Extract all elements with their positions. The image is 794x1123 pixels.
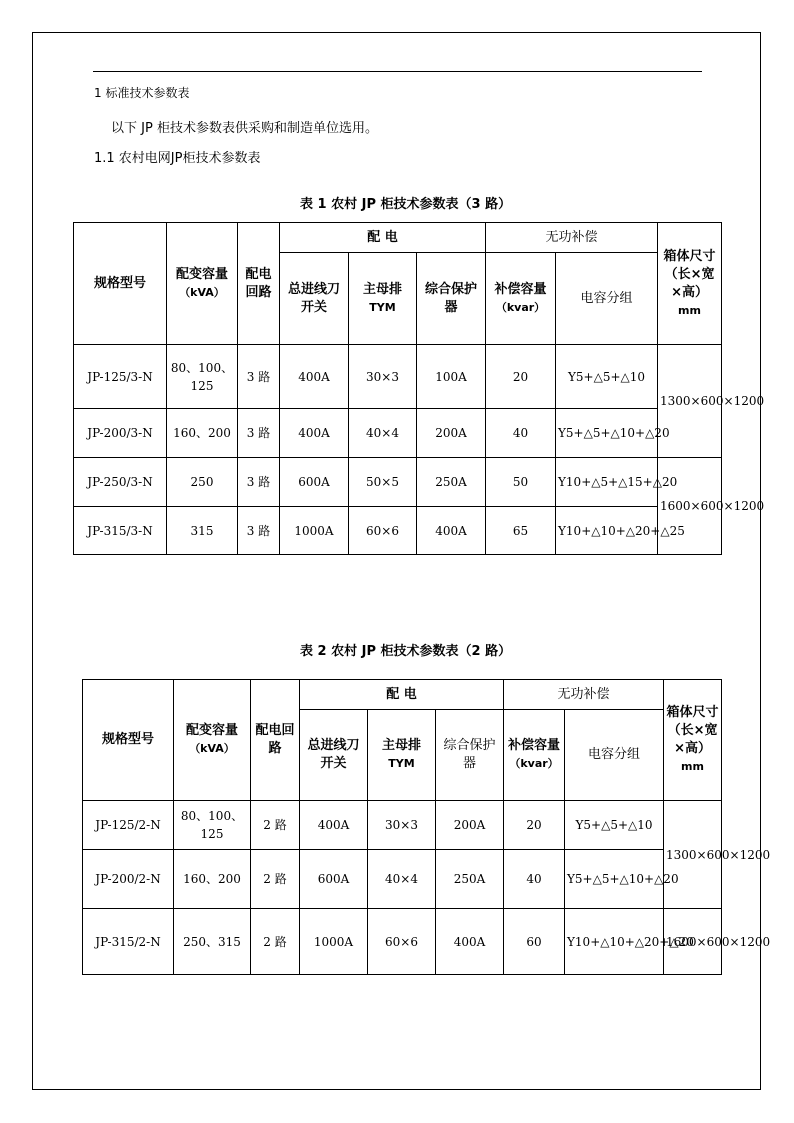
t1-r3-main-switch: 1000A (280, 507, 349, 555)
t1-r1-main-switch: 400A (280, 409, 349, 458)
table-row (74, 507, 722, 555)
t1-r2-busbar: 50×5 (349, 458, 417, 507)
t2-r1-protector: 250A (436, 850, 504, 909)
table-row (83, 909, 722, 975)
t1-r0-model: JP-125/3-N (74, 345, 167, 409)
header-rule (93, 71, 702, 72)
t1-header-comp-capacity (486, 253, 556, 345)
t1-header-comp-capacity-unit: （kvar） (495, 300, 546, 314)
t2-header-comp-capacity-label: 补偿容量 (507, 738, 560, 753)
t2-header-capacity-unit: （kVA） (189, 742, 235, 755)
t1-header-protector: 综合保护器 (417, 253, 486, 345)
t1-r1-group: Y5+△5+△10+△20 (556, 409, 658, 458)
t1-header-capacitor-group: 电容分组 (556, 253, 658, 345)
t2-r1-capacity: 160、200 (174, 850, 251, 909)
t2-r0-busbar: 30×3 (368, 801, 436, 850)
t2-header-compensation: 无功补偿 (504, 680, 664, 710)
t1-header-distribution: 配 电 (280, 223, 486, 253)
t1-r2-model: JP-250/3-N (74, 458, 167, 507)
t1-r3-circuits: 3 路 (238, 507, 280, 555)
t1-r3-comp: 65 (486, 507, 556, 555)
t1-r1-protector: 200A (417, 409, 486, 458)
table-row (74, 345, 722, 409)
t2-r1-busbar: 40×4 (368, 850, 436, 909)
t1-header-box-size (658, 223, 722, 345)
table-row (83, 801, 722, 850)
t1-header-busbar (349, 253, 417, 345)
t2-r2-busbar: 60×6 (368, 909, 436, 975)
t1-r1-circuits: 3 路 (238, 409, 280, 458)
t2-r1-main-switch: 600A (300, 850, 368, 909)
t2-r1-model: JP-200/2-N (83, 850, 174, 909)
t2-header-box-size (664, 680, 722, 801)
t1-r0-main-switch: 400A (280, 345, 349, 409)
t2-header-capacity-label: 配变容量 (185, 723, 238, 738)
t2-r1-comp: 40 (504, 850, 565, 909)
t1-header-busbar-label: 主母排 (362, 281, 402, 297)
t2-r2-comp: 60 (504, 909, 565, 975)
t1-r0-capacity: 80、100、125 (167, 345, 238, 409)
t2-r0-group: Y5+△5+△10 (565, 801, 664, 850)
t2-header-busbar (368, 710, 436, 801)
t2-r2-circuits: 2 路 (251, 909, 300, 975)
t2-r2-capacity: 250、315 (174, 909, 251, 975)
t2-header-busbar-label: 主母排 (381, 738, 421, 753)
t1-r1-comp: 40 (486, 409, 556, 458)
table-row (83, 850, 722, 909)
t1-r2-circuits: 3 路 (238, 458, 280, 507)
t1-header-capacity (167, 223, 238, 345)
t2-box-size-b: 1600×600×1200 (664, 909, 722, 975)
t1-r0-protector: 100A (417, 345, 486, 409)
intro-paragraph: 以下 JP 柜技术参数表供采购和制造单位选用。 (111, 121, 378, 136)
t1-r0-busbar: 30×3 (349, 345, 417, 409)
t2-r2-protector: 400A (436, 909, 504, 975)
t2-header-protector: 综合保护器 (436, 710, 504, 801)
table-row (74, 458, 722, 507)
t1-header-compensation: 无功补偿 (486, 223, 658, 253)
table1-caption: 表 1 农村 JP 柜技术参数表（3 路） (300, 197, 512, 212)
t2-r1-group: Y5+△5+△10+△20 (565, 850, 664, 909)
t1-r1-capacity: 160、200 (167, 409, 238, 458)
t1-header-model: 规格型号 (74, 223, 167, 345)
t1-box-size-a: 1300×600×1200 (658, 345, 722, 458)
t2-header-busbar-unit: TYM (388, 757, 415, 770)
t2-r0-comp: 20 (504, 801, 565, 850)
t2-r0-circuits: 2 路 (251, 801, 300, 850)
subsection-heading: 1.1 农村电网JP柜技术参数表 (94, 151, 261, 166)
t2-r0-model: JP-125/2-N (83, 801, 174, 850)
table1 (73, 222, 765, 555)
t2-header-comp-capacity (504, 710, 565, 801)
t1-r3-busbar: 60×6 (349, 507, 417, 555)
t2-header-capacity (174, 680, 251, 801)
t1-r3-model: JP-315/3-N (74, 507, 167, 555)
table-row (74, 409, 722, 458)
t1-box-size-b: 1600×600×1200 (658, 458, 722, 555)
t2-header-distribution: 配 电 (300, 680, 504, 710)
table2 (82, 679, 771, 975)
section-heading: 1 标准技术参数表 (94, 86, 190, 100)
t1-header-box-size-label: 箱体尺寸（长×宽×高） (663, 248, 716, 300)
t1-header-circuits: 配电回路 (238, 223, 280, 345)
t2-r0-main-switch: 400A (300, 801, 368, 850)
t2-r0-capacity: 80、100、125 (174, 801, 251, 850)
t2-r2-main-switch: 1000A (300, 909, 368, 975)
t1-header-comp-capacity-label: 补偿容量 (494, 281, 547, 297)
t1-header-busbar-unit: TYM (369, 300, 396, 314)
t2-header-circuits: 配电回路 (251, 680, 300, 801)
t1-r0-comp: 20 (486, 345, 556, 409)
t2-header-main-switch: 总进线刀开关 (300, 710, 368, 801)
t2-r2-model: JP-315/2-N (83, 909, 174, 975)
t2-header-box-size-label: 箱体尺寸（长×宽×高） (666, 705, 719, 756)
t1-r3-capacity: 315 (167, 507, 238, 555)
t1-r2-comp: 50 (486, 458, 556, 507)
t1-r2-protector: 250A (417, 458, 486, 507)
t2-r2-group: Y10+△10+△20+△20 (565, 909, 664, 975)
t1-header-capacity-unit: （kVA） (179, 285, 225, 299)
table2-caption: 表 2 农村 JP 柜技术参数表（2 路） (300, 644, 512, 659)
t1-r2-capacity: 250 (167, 458, 238, 507)
t2-header-model: 规格型号 (83, 680, 174, 801)
t1-r3-protector: 400A (417, 507, 486, 555)
t2-header-comp-capacity-unit: （kvar） (509, 757, 559, 770)
t1-r0-group: Y5+△5+△10 (556, 345, 658, 409)
t2-r1-circuits: 2 路 (251, 850, 300, 909)
t1-r0-circuits: 3 路 (238, 345, 280, 409)
t2-header-box-size-unit: mm (681, 760, 704, 773)
t2-box-size-a: 1300×600×1200 (664, 801, 722, 909)
t1-header-box-size-unit: mm (678, 303, 701, 317)
t1-r1-model: JP-200/3-N (74, 409, 167, 458)
t1-r2-group: Y10+△5+△15+△20 (556, 458, 658, 507)
t1-r1-busbar: 40×4 (349, 409, 417, 458)
t1-r2-main-switch: 600A (280, 458, 349, 507)
t1-header-capacity-label: 配变容量 (175, 266, 228, 282)
t1-header-main-switch: 总进线刀开关 (280, 253, 349, 345)
t2-header-capacitor-group: 电容分组 (565, 710, 664, 801)
t1-r3-group: Y10+△10+△20+△25 (556, 507, 658, 555)
t2-r0-protector: 200A (436, 801, 504, 850)
